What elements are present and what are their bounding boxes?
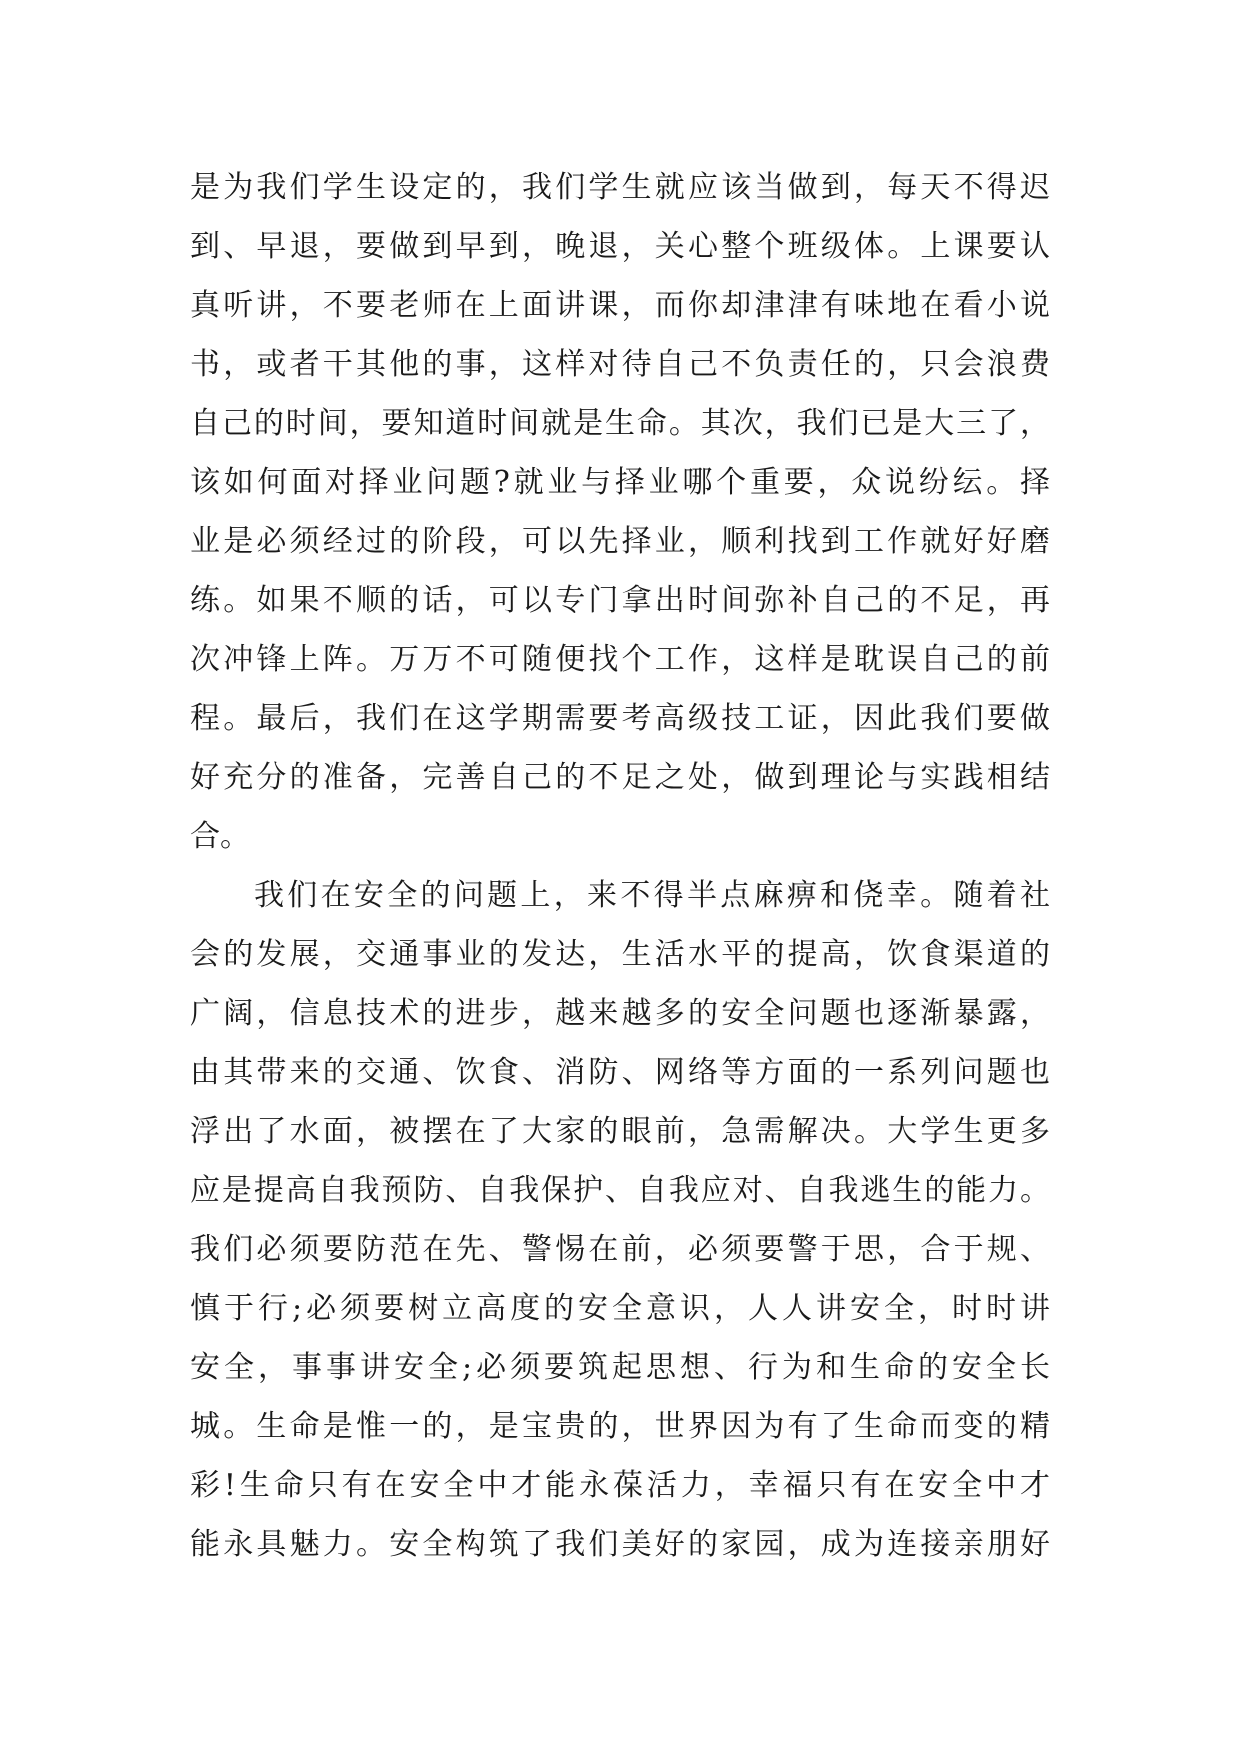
text-line: 好充分的准备，完善自己的不足之处，做到理论与实践相结	[190, 760, 1050, 795]
document-body	[190, 158, 1050, 1574]
text-line: 我们在安全的问题上，来不得半点麻痹和侥幸。随着社	[254, 878, 1050, 913]
text-line: 练。如果不顺的话，可以专门拿出时间弥补自己的不足，再	[190, 583, 1050, 618]
text-line: 慎于行;必须要树立高度的安全意识，人人讲安全，时时讲	[190, 1291, 1050, 1326]
text-line: 应是提高自我预防、自我保护、自我应对、自我逃生的能力。	[190, 1173, 1050, 1208]
text-line: 由其带来的交通、饮食、消防、网络等方面的一系列问题也	[190, 1055, 1050, 1090]
text-line: 业是必须经过的阶段，可以先择业，顺利找到工作就好好磨	[190, 524, 1050, 559]
text-line: 到、早退，要做到早到，晚退，关心整个班级体。上课要认	[190, 229, 1050, 264]
text-line: 会的发展，交通事业的发达，生活水平的提高，饮食渠道的	[190, 937, 1050, 972]
text-line: 浮出了水面，被摆在了大家的眼前，急需解决。大学生更多	[190, 1114, 1050, 1149]
text-line: 能永具魅力。安全构筑了我们美好的家园，成为连接亲朋好	[190, 1527, 1050, 1562]
paragraph-2	[190, 866, 1050, 1574]
text-line: 广阔，信息技术的进步，越来越多的安全问题也逐渐暴露，	[190, 996, 1050, 1031]
paragraph-1	[190, 158, 1050, 866]
text-line: 是为我们学生设定的，我们学生就应该当做到，每天不得迟	[190, 170, 1050, 205]
text-line: 该如何面对择业问题?就业与择业哪个重要，众说纷纭。择	[190, 465, 1050, 500]
text-line: 程。最后，我们在这学期需要考高级技工证，因此我们要做	[190, 701, 1050, 736]
text-line: 次冲锋上阵。万万不可随便找个工作，这样是耽误自己的前	[190, 642, 1050, 677]
text-line: 书，或者干其他的事，这样对待自己不负责任的，只会浪费	[190, 347, 1050, 382]
text-line: 合。	[190, 819, 250, 854]
text-line: 自己的时间，要知道时间就是生命。其次，我们已是大三了，	[190, 406, 1050, 441]
text-line: 安全，事事讲安全;必须要筑起思想、行为和生命的安全长	[190, 1350, 1050, 1385]
text-line: 城。生命是惟一的，是宝贵的，世界因为有了生命而变的精	[190, 1409, 1050, 1444]
text-line: 我们必须要防范在先、警惕在前，必须要警于思，合于规、	[190, 1232, 1050, 1267]
text-line: 真听讲，不要老师在上面讲课，而你却津津有味地在看小说	[190, 288, 1050, 323]
text-line: 彩!生命只有在安全中才能永葆活力，幸福只有在安全中才	[190, 1468, 1050, 1503]
